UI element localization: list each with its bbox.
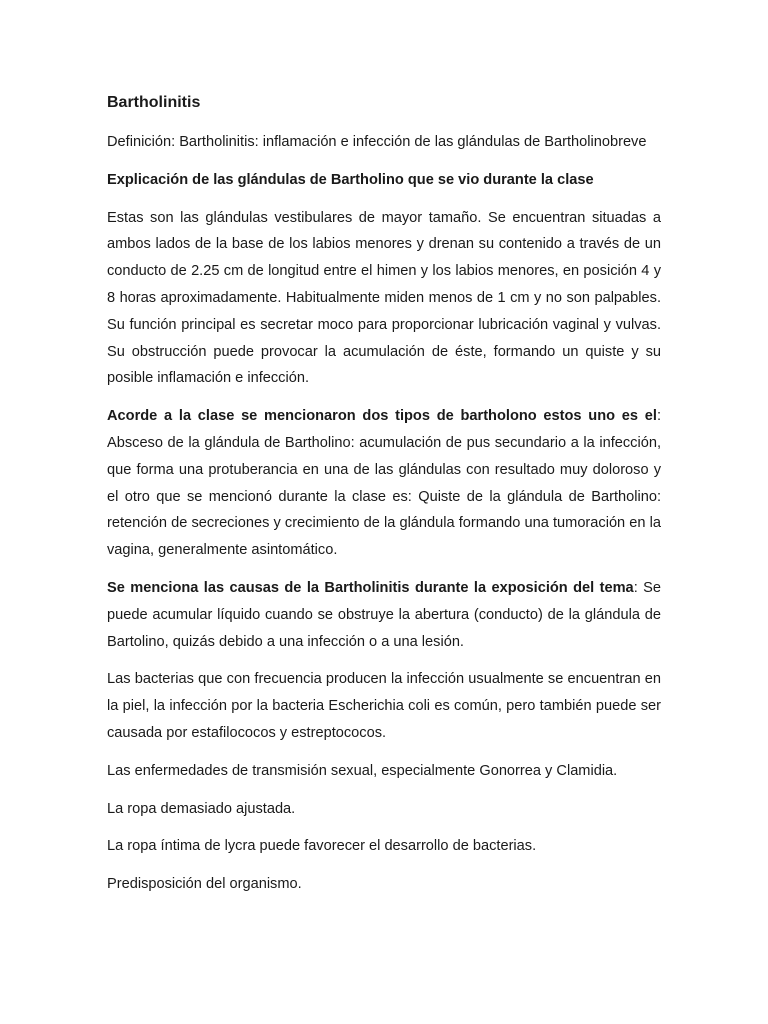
section-heading-glandulas: Explicación de las glándulas de Bartholino que se vio durante la clase bbox=[107, 171, 594, 188]
ets-paragraph: Las enfermedades de transmisión sexual, especialmente Gonorrea y Clamidia. bbox=[107, 762, 618, 779]
definition-paragraph: Definición: Bartholinitis: inflamación e infección de las glándulas de Bartholinobreve bbox=[107, 134, 647, 150]
causas-body: : Se puede acumular líquido cuando se obstruye la abertura (conducto) de la glándula de Bartolino, quizás debido a una infección o a una lesión. bbox=[107, 579, 662, 650]
document-title: Bartholinitis bbox=[107, 94, 201, 111]
glandulas-paragraph: Estas son las glándulas vestibulares de mayor tamaño. Se encuentran situadas a ambos lados de la base de los labios menores y drenan su contenido a través de un conducto de 2.25 cm de longitud entre el himen y los labios menores, en posición 4 y 8 horas aproximadamente. Habitualmente miden menos de 1 cm y no son palpables. Su función principal es secretar moco para proporcionar lubricación vaginal y vulvas. Su obstrucción puede provocar la acumulación de éste, formando un quiste y su posible inflamación e infección. bbox=[107, 209, 661, 387]
causas-lead: Se menciona las causas de la Bartholinitis durante la exposición del tema bbox=[107, 579, 634, 596]
predisposicion-paragraph: Predisposición del organismo. bbox=[107, 876, 302, 893]
tipos-lead: Acorde a la clase se mencionaron dos tipos de bartholono estos uno es el bbox=[107, 408, 657, 425]
ropa-paragraph: La ropa demasiado ajustada. bbox=[107, 800, 296, 817]
lycra-paragraph: La ropa íntima de lycra puede favorecer el desarrollo de bacterias. bbox=[107, 838, 537, 855]
bacterias-paragraph: Las bacterias que con frecuencia producen la infección usualmente se encuentran en la piel, la infección por la bacteria Escherichia coli es común, pero también puede ser causada por estafilococos y estreptococos. bbox=[107, 671, 661, 741]
causas-paragraph bbox=[107, 575, 661, 655]
tipos-body: : Absceso de la glándula de Bartholino: acumulación de pus secundario a la infección, que forma una protuberancia en una de las glándulas con resultado muy doloroso y el otro que se mencionó durante la clase es: Quiste de la glándula de Bartholino: retención de secreciones y crecimiento de la glándula formando una tumoración en la vagina, generalmente asintomático. bbox=[107, 408, 661, 559]
tipos-paragraph bbox=[107, 403, 661, 564]
